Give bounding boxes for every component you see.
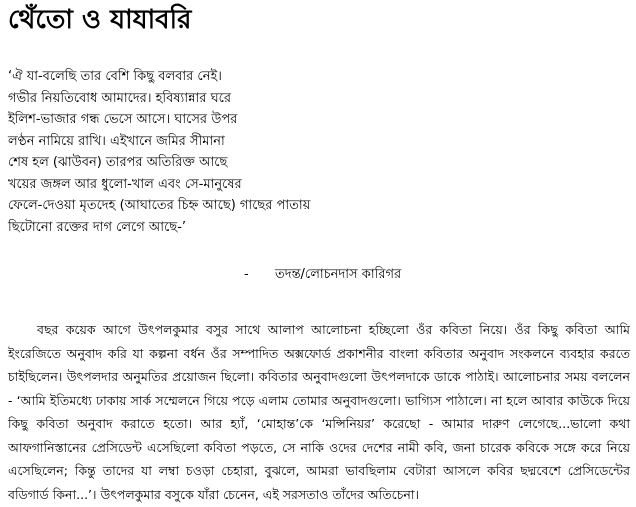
poem-line: শেষ হল (ঝাউবন) তারপর অতিরিক্ত আছে (8, 155, 228, 170)
poem-attribution (244, 265, 401, 285)
attribution-dash: - (244, 267, 249, 282)
attribution-text: তদন্ত/লোচনদাস কারিগর (275, 267, 402, 282)
poem-line: খয়ের জঙ্গল আর ধুলো-খাল এবং সে-মানুষের (8, 176, 242, 192)
poem-line: ইলিশ-ভাজার গন্ধ ভেসে আসে। ঘাসের উপর (8, 112, 238, 127)
page-title: থেঁতো ও যাযাবরি (8, 5, 192, 35)
poem-line: লণ্ঠন নামিয়ে রাখি। এইখানে জমির সীমানা (8, 133, 225, 149)
poem-line: ‘ঐ যা-বলেছি তার বেশি কিছু বলবার নেই। (8, 69, 222, 84)
poem-line: ফেলে-দেওয়া মৃতদেহ (আঘাতের চিহ্ন আছে) গাছের পাতায় (8, 198, 311, 213)
poem-line: গভীর নিয়তিবোধ আমাদের। হবিষ্যান্নার ঘরে (8, 90, 231, 106)
poem-quote (8, 66, 628, 238)
poem-line: ছিটোনো রক্তের দাগ লেগে আছে-’ (8, 219, 187, 235)
body-paragraph: বছর কয়েক আগে উৎপলকুমার বসুর সাথে আলাপ আলোচনা হচ্ছিলো ওঁর কবিতা নিয়ে। ওঁর কিছু কবিতা আমি ইংরেজিতে অনুবাদ করি যা কল্পনা বর্ধন ওঁর সম্পাদিত অক্সফোর্ড প্রকাশনীর বাংলা কবিতার অনুবাদ সংকলনে ব্যবহার করতে চাইছিলেন। উৎপলদার অনুমতির প্রয়োজন ছিলো। কবিতার অনুবাদগুলো উৎপলদাকে ডাকে পাঠাই। আলোচনার সময় বললেন - ‘আমি ইতিমধ্যে ঢাকায় সার্ক সম্মেলনে গিয়ে পড়ে এলাম তোমার অনুবাদগুলো। ভাগ্যিস পাঠালে। না হলে আবার কাউকে দিয়ে কিছু কবিতা অনুবাদ করাতে হতো। আর হ্যাঁ, ‘মোহান্ত’কে ‘মন্সিনিয়র’ করেছো - আমার দারুণ লেগেছে...ভালো কথা আফগানিস্তানের প্রেসিডেন্ট এসেছিলো কবিতা পড়তে, সে নাকি ওদের দেশের নামী কবি, জনা চারেক কবিকে সঙ্গে করে নিয়ে এসেছিলেন; কিন্তু তাদের যা লম্বা চওড়া চেহারা, বুঝলে, আমরা ভাবছিলাম বেটারা আসলে কবির ছদ্মবেশে প্রেসিডেন্টের বডিগার্ড কিনা...’। উৎপলকুমার বসুকে যাঁরা চেনেন, এই সরসতাও তাঁদের অতিচেনা। (8, 322, 630, 502)
